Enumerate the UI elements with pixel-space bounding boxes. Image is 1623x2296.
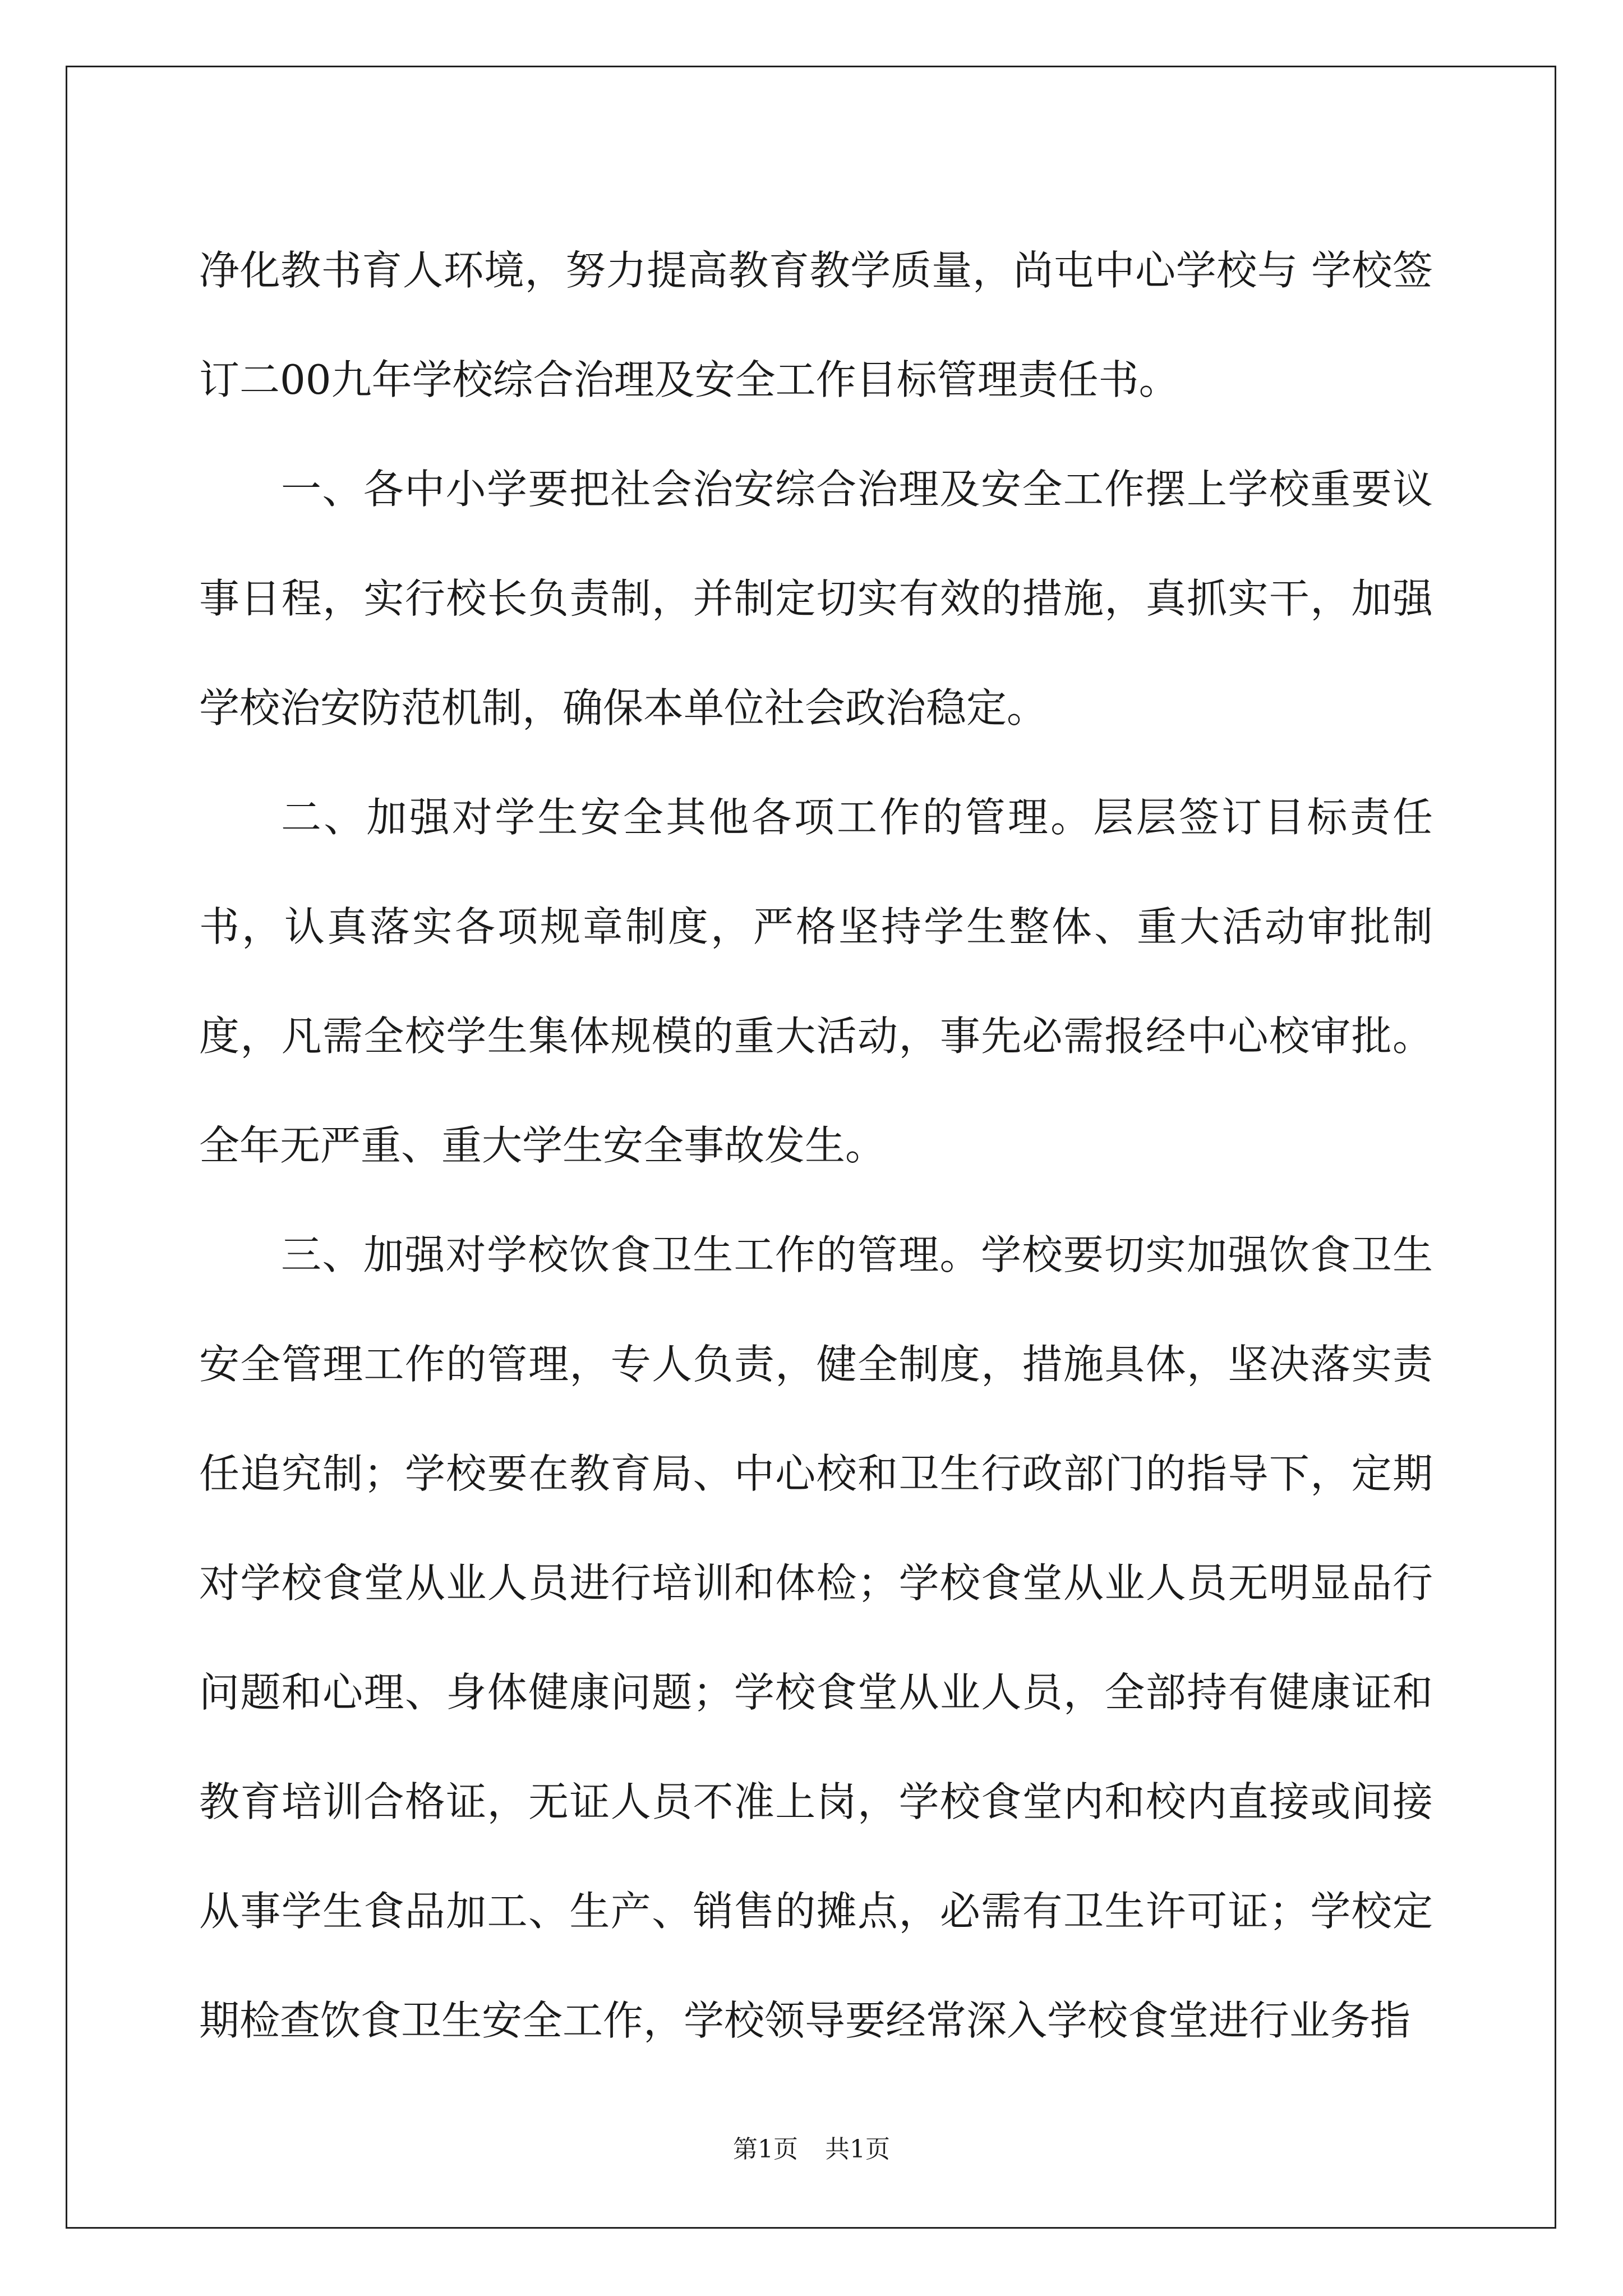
paragraph-item-3: 三、加强对学校饮食卫生工作的管理。学校要切实加强饮食卫生安全管理工作的管理，专人负责，健全制度，措施具体，坚决落实责任追究制；学校要在教育局、中心校和卫生行政部门的指导下，定期对学校食堂从业人员进行培训和体检；学校食堂从业人员无明显品行问题和心理、身体健康问题；学校食堂从业人员，全部持有健康证和教育培训合格证，无证人员不准上岗，学校食堂内和校内直接或间接从事学生食品加工、生产、销售的摊点，必需有卫生许可证；学校定期检查饮食卫生安全工作，学校领导要经常深入学校食堂进行业务指 [199,1231,1433,2044]
paragraph-intro: 净化教书育人环境，努力提高教育教学质量，尚屯中心学校与 学校签订二00九年学校综合治理及安全工作目标管理责任书。 [199,247,1433,403]
page-footer [0,2129,1623,2165]
paragraph-item-2: 二、加强对学生安全其他各项工作的管理。层层签订目标责任书，认真落实各项规章制度，严格坚持学生整体、重大活动审批制度，凡需全校学生集体规模的重大活动，事先必需报经中心校审批。全年无严重、重大学生安全事故发生。 [199,794,1433,1169]
page-total: 共1页 [825,2135,890,2164]
document-body [199,216,1433,2076]
page-number: 第1页 [733,2135,798,2164]
paragraph-item-1: 一、各中小学要把社会治安综合治理及安全工作摆上学校重要议事日程，实行校长负责制，并制定切实有效的措施，真抓实干，加强学校治安防范机制，确保本单位社会政治稳定。 [199,466,1433,731]
